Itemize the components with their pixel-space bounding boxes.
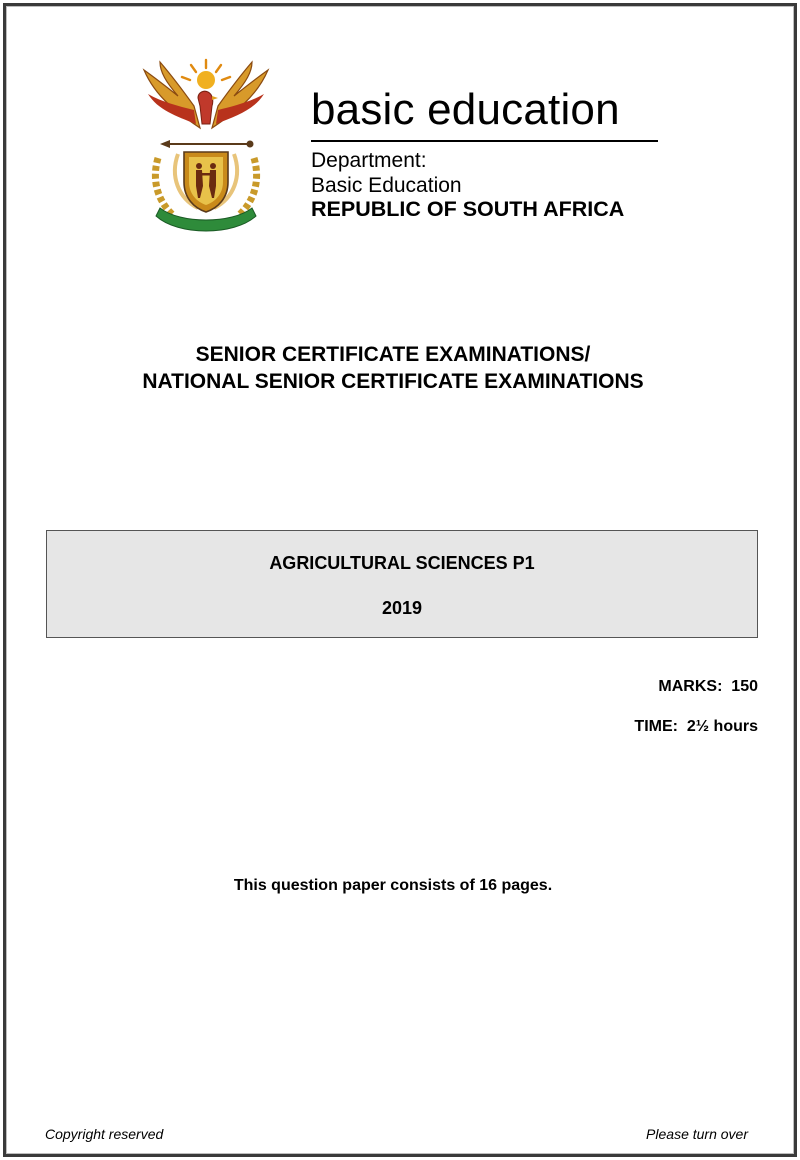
turn-over-footer: Please turn over [646,1126,748,1142]
subject-title: AGRICULTURAL SCIENCES P1 [269,553,535,573]
exam-year: 2019 [381,598,423,618]
marks-total: MARKS: 150 [658,678,758,695]
subject-box [46,530,758,638]
brand-title: basic education [311,85,620,134]
time-allowed: TIME: 2½ hours [634,718,758,735]
country-name: REPUBLIC OF SOUTH AFRICA [311,197,625,221]
exam-heading-line1: SENIOR CERTIFICATE EXAMINATIONS/ [195,343,591,366]
exam-heading-line2: NATIONAL SENIOR CERTIFICATE EXAMINATIONS [142,370,644,393]
department-label: Department: [311,149,427,172]
department-name: Basic Education [311,174,462,197]
brand-divider [311,140,658,142]
page-count-note: This question paper consists of 16 pages. [233,877,553,894]
copyright-footer: Copyright reserved [45,1126,164,1142]
south-africa-coat-of-arms-icon [138,58,274,238]
